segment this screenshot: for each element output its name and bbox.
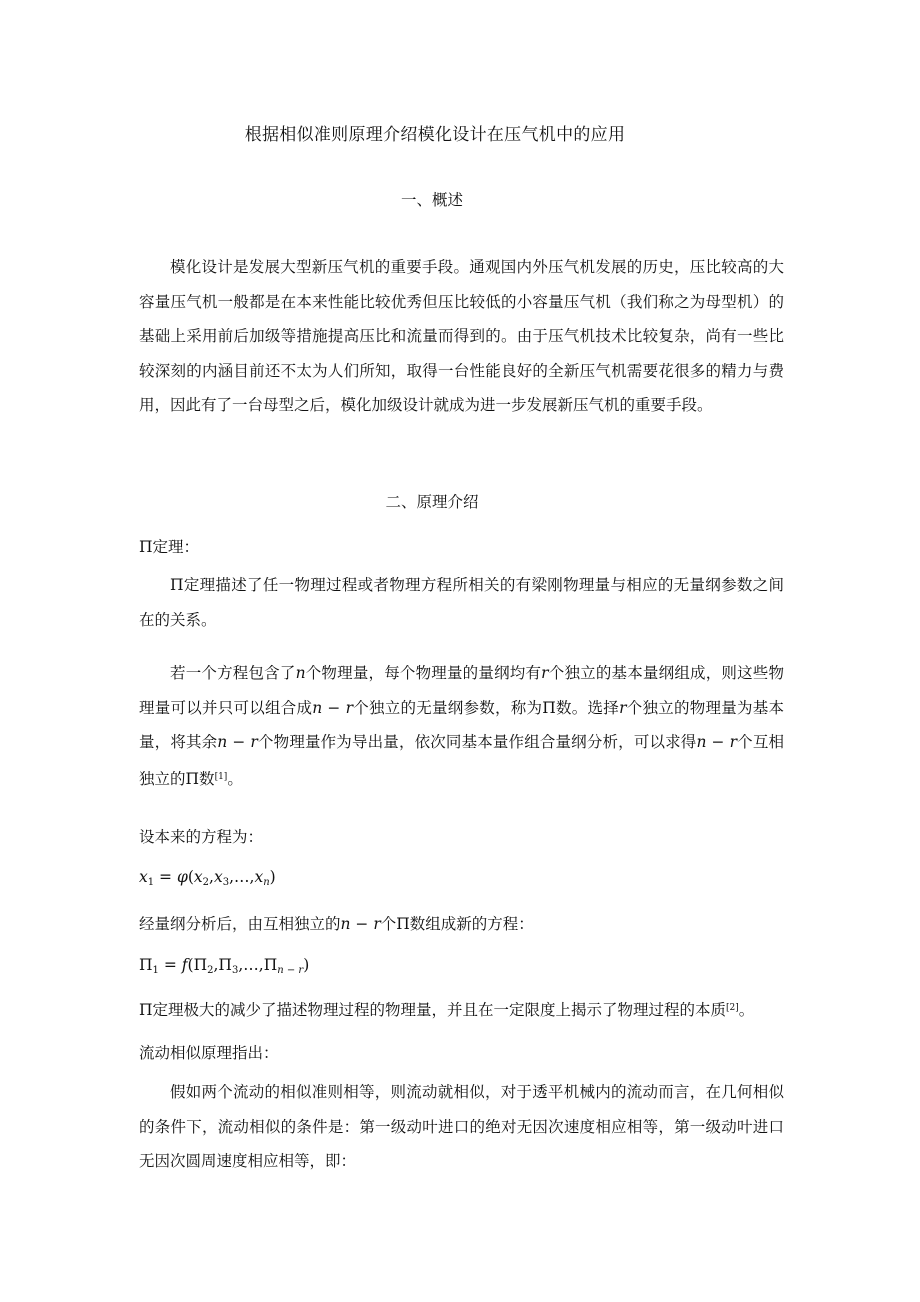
text-run: 数。选择	[555, 698, 620, 717]
text-run: 个	[380, 915, 397, 933]
pi-symbol: Π	[396, 915, 410, 933]
equation-x1	[139, 868, 799, 888]
pi-theorem-label	[139, 535, 799, 557]
pi-symbol: Π	[542, 698, 556, 717]
math-n-minus-r: n − r	[340, 915, 381, 933]
eq-comma: ,	[238, 956, 244, 974]
text-run: 数	[199, 769, 215, 788]
eq-subscript: 2	[202, 877, 210, 888]
pi-symbol: Π	[263, 956, 278, 974]
text-run: 经量纲分析后，由互相独立的	[139, 915, 341, 933]
eq-symbol: x	[254, 868, 264, 886]
eq-symbol: x	[139, 868, 148, 886]
text-run: 。	[738, 1001, 755, 1019]
eq-subscript: 1	[152, 965, 159, 976]
section-heading-principle: 二、原理介绍	[385, 493, 479, 511]
eq-equals: =	[158, 956, 182, 974]
text-run: 个物理量作为导出量，依次同基本量作组合量纲分析，可以求得	[257, 733, 697, 751]
pi-theorem-label-text: 定理：	[152, 538, 200, 556]
pi-symbol: Π	[170, 576, 184, 594]
math-r: r	[541, 664, 549, 682]
document-title: 根据相似准则原理介绍模化设计在压气机中的应用	[244, 125, 626, 145]
citation-ref-2: [2]	[726, 1003, 739, 1013]
eq-paren: (	[187, 868, 194, 886]
eq-phi: φ	[176, 868, 188, 886]
eq-comma: ,	[229, 868, 235, 886]
original-equation-label: 设本来的方程为：	[139, 828, 264, 846]
text-run: 。	[227, 769, 243, 788]
eq-paren: )	[303, 956, 310, 974]
text-run: 个独立的无量纲参数，称为	[353, 698, 543, 717]
eq-subscript: 2	[207, 965, 214, 976]
eq-ellipsis: …,	[243, 956, 264, 974]
eq-ellipsis: …,	[234, 868, 255, 886]
eq-comma: ,	[209, 868, 214, 886]
math-n-minus-r: n − r	[217, 733, 258, 751]
eq-symbol: x	[213, 868, 223, 886]
eq-subscript: n − r	[277, 965, 304, 976]
pi-symbol: Π	[139, 956, 153, 974]
pi-symbol: Π	[139, 538, 153, 556]
math-n: n	[295, 664, 306, 682]
eq-equals: =	[154, 868, 177, 886]
text-run: 个物理量，每个物理量的量纲均有	[305, 664, 542, 682]
eq-comma: ,	[213, 956, 219, 974]
eq-f: f	[181, 956, 188, 974]
text-run: 个独立的物理量为基本量，将其余	[139, 698, 784, 751]
eq-subscript: 3	[231, 965, 239, 976]
citation-ref-1: [1]	[214, 771, 228, 782]
text-run: 个独立的基本量纲组成，则这些物理量可以并只可以组合成	[139, 664, 784, 717]
text-run: 个互相独立的	[139, 733, 784, 788]
pi-symbol: Π	[139, 1001, 153, 1019]
eq-paren: )	[269, 868, 276, 886]
pi-theorem-description	[139, 568, 784, 637]
section-heading-overview: 一、概述	[400, 191, 463, 209]
math-n-minus-r: n − r	[312, 698, 353, 717]
pi-theorem-description-text: 定理描述了任一物理过程或者物理方程所相关的有梁刚物理量与相应的无量纲参数之间在的关系。	[139, 576, 784, 629]
dimensional-analysis-paragraph	[139, 656, 784, 796]
text-run: 定理极大的减少了描述物理过程的物理量，并且在一定限度上揭示了物理过程的本质	[152, 1001, 727, 1019]
eq-symbol: x	[193, 868, 203, 886]
pi-symbol: Π	[185, 769, 200, 788]
overview-paragraph: 模化设计是发展大型新压气机的重要手段。通观国内外压气机发展的历史，压比较高的大容量压气机一般都是在本来性能比较优秀但压比较低的小容量压气机（我们称之为母型机）的基础上采用前后加级等措施提高压比和流量而得到的。由于压气机技术比较复杂，尚有一些比较深刻的内涵目前还不太为人们所知，取得一台性能良好的全新压气机需要花很多的精力与费用，因此有了一台母型之后，模化加级设计就成为进一步发展新压气机的重要手段。	[139, 258, 784, 414]
eq-subscript: n	[263, 877, 270, 888]
eq-subscript: 1	[147, 877, 155, 888]
text-run: 若一个方程包含了	[170, 664, 296, 682]
eq-paren: (	[187, 956, 194, 974]
pi-symbol: Π	[193, 956, 208, 974]
flow-similarity-label: 流动相似原理指出：	[139, 1044, 279, 1062]
math-r: r	[619, 698, 627, 717]
after-analysis-line	[139, 912, 799, 934]
equation-pi1	[139, 956, 799, 976]
eq-subscript: 3	[222, 877, 230, 888]
flow-similarity-paragraph: 假如两个流动的相似准则相等，则流动就相似，对于透平机械内的流动而言，在几何相似的条件下，流动相似的条件是：第一级动叶进口的绝对无因次速度相应相等，第一级动叶进口无因次圆周速度相应相等，即：	[139, 1083, 784, 1170]
text-run: 数组成新的方程：	[409, 915, 534, 933]
math-n-minus-r: n − r	[696, 733, 738, 751]
pi-symbol: Π	[218, 956, 232, 974]
pi-reduce-line	[139, 998, 799, 1020]
